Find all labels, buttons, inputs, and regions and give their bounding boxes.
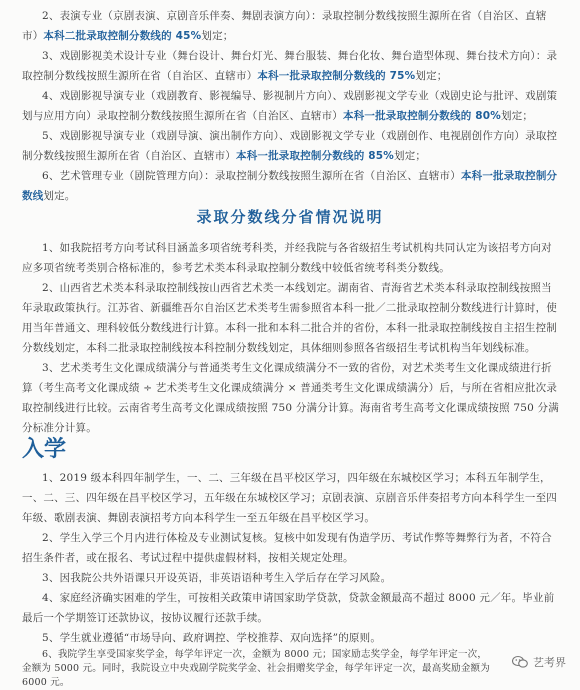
score-rule-4: 4、戏剧影视导演专业（戏剧教育、影视编导、影视制片方向）、戏剧影视文学专业（戏剧史论与批评、戏剧策划与应用方向）录取控制分数线按照生源所在省（自治区、直辖市）本科一批录取控制分数线的 80%划定；	[22, 90, 558, 122]
ruxue-item-5: 5、学生就业遵循“市场导向、政府调控、学校推荐、双向选择”的原则。	[42, 632, 382, 644]
wechat-logo-icon	[512, 655, 528, 669]
ruxue-item-4: 4、家庭经济确实困难的学生，可按相关政策申请国家助学贷款，贷款金额最高不超过 8000 元／年。毕业前最后一个学期签订还款协议，按协议履行还款手续。	[22, 592, 555, 624]
province-note-2: 2、山西省艺术类本科录取控制线按山西省艺术类一本线划定。湖南省、青海省艺术类本科录取控制线按照当年录取政策执行。江苏省、新疆维吾尔自治区艺术类考生需参照省本科一批／二批录取控制分数线进行计算时，使用当年普通文、理科较低分数线进行计算。本科一批和本科二批合并的省份，本科一批录取控制线按自主招生控制分数线划定，本科二批录取控制线按本科控制分数线划定，具体细则参照各省级招生考试机构当年划线标准。	[22, 282, 557, 354]
score-rule-6: 6、艺术管理专业（剧院管理方向）：录取控制分数线按照生源所在省（自治区、直辖市）本科一批录取控制分数线划定。	[22, 170, 558, 202]
score-rule-2: 2、表演专业（京剧表演、京剧音乐伴奏、舞剧表演方向）：录取控制分数线按照生源所在省（自治区、直辖市）本科二批录取控制分数线的 45%划定；	[22, 10, 547, 42]
score-rule-3: 3、戏剧影视美术设计专业（舞台设计、舞台灯光、舞台服装、舞台化妆、舞台造型体现、舞台技术方向）：录取控制分数线按照生源所在省（自治区、直辖市）本科一批录取控制分数线的 75%划定；	[22, 50, 558, 82]
ruxue-item-1: 1、2019 级本科四年制学生，一、二、三年级在昌平校区学习，四年级在东城校区学习；本科五年制学生，一、二、三、四年级在昌平校区学习，五年级在东城校区学习；京剧表演、京剧音乐伴奏招考方向本科学生一至四年级、歌剧表演、舞剧表演招考方向本科学生一至五年级在昌平校区学习。	[22, 472, 557, 524]
score-rule-5: 5、戏剧影视导演专业（戏剧导演、演出制作方向）、戏剧影视文学专业（戏剧创作、电视剧创作方向）录取控制分数线按照生源所在省（自治区、直辖市）本科一批录取控制分数线的 85%划定；	[22, 130, 558, 162]
province-note-1: 1、如我院招考方向考试科目涵盖多项省统考科类，并经我院与各省级招生考试机构共同认定为该招考方向对应多项省统考类别合格标准的，参考艺术类本科录取控制分数线中较低省统考科类分数线。	[22, 242, 552, 274]
section-title: 录取分数线分省情况说明	[196, 208, 384, 226]
province-note-3: 3、艺术类考生文化课成绩满分与普通类考生文化课成绩满分不一致的省份，对艺术类考生文化课成绩进行折算（考生高考文化课成绩 ÷ 艺术类考生文化课成绩满分 × 普通类考生文化课成绩满分）后，与所在省相应批次录取控制线进行比较。云南省考生高考文化课成绩按照 750 分满分计算。海南省考生高考文化课成绩按照 750 分满分标准分计算。	[22, 362, 559, 434]
ruxue-item-6: 6、我院学生享受国家奖学金，每学年评定一次，金额为 8000 元；国家励志奖学金，每学年评定一次，金额为 5000 元。同时，我院设立中央戏剧学院奖学金、社会捐赠奖学金，每学年评定一次，最高奖励金额为 6000 元。	[22, 649, 490, 688]
watermark	[512, 654, 566, 670]
ruxue-item-2: 2、学生入学三个月内进行体检及专业测试复核。复核中如发现有伪造学历、考试作弊等舞弊行为者，不符合招生条件者，或在报名、考试过程中提供虚假材料，按相关规定处理。	[22, 532, 552, 564]
watermark-text: 艺考界	[533, 656, 566, 669]
ruxue-heading: 入学	[22, 437, 67, 462]
ruxue-item-3: 3、因我院公共外语课只开设英语，非英语语种考生入学后存在学习风险。	[42, 572, 392, 584]
